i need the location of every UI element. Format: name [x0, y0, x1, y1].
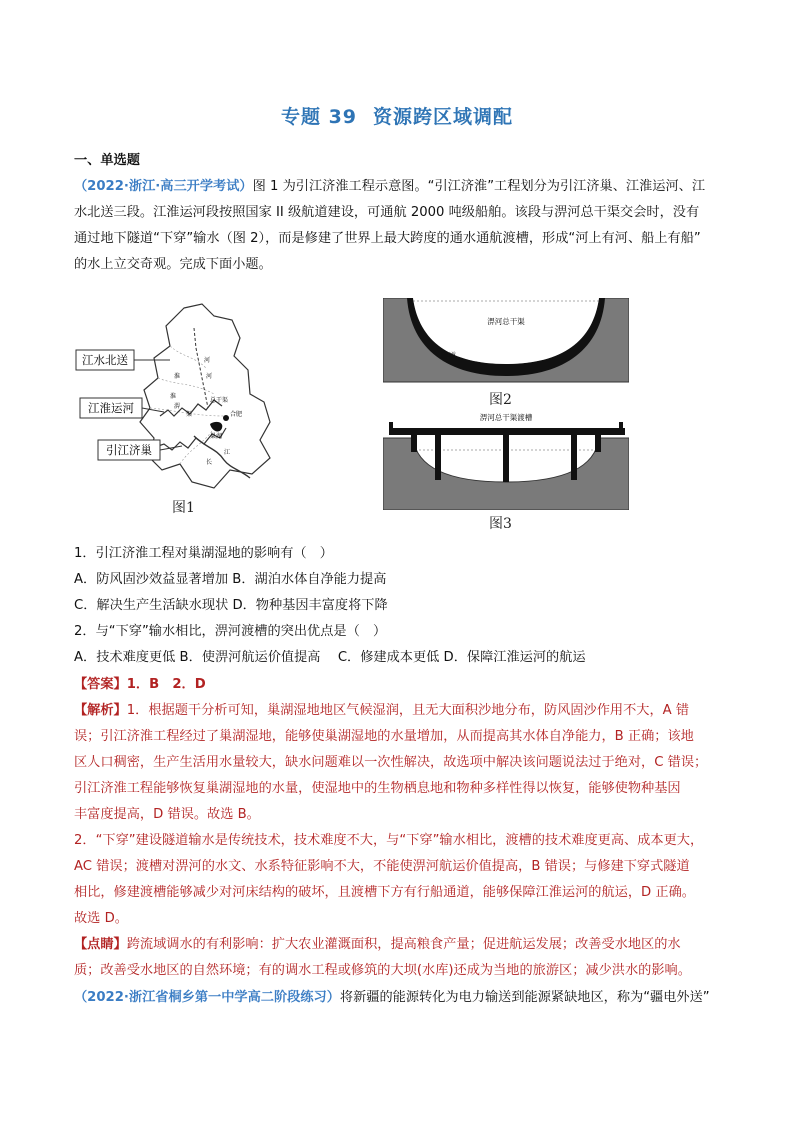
figure-1-caption: 图1	[172, 500, 195, 516]
map-label-pi: 淠	[174, 403, 181, 410]
title-prefix: 专题 39	[280, 106, 358, 128]
question-source: （2022·浙江·高三开学考试）	[74, 179, 253, 194]
q1-intro-line1	[74, 177, 738, 197]
question-1-options-cd: C．解决生产生活缺水现状 D．物种基因丰富度将下降	[74, 598, 388, 613]
analysis-text: 1．根据题干分析可知，巢湖湿地地区气候湿润，且无大面积沙地分布，防风固沙作用不大，A 错	[126, 703, 690, 718]
highlight-text: 跨流域调水的有利影响：扩大农业灌溉面积，提高粮食产量；促进航运发展；改善受水地区的水	[126, 937, 681, 952]
analysis-line-6: 2．“下穿”建设隧道输水是传统技术，技术难度不大，与“下穿”输水相比，渡槽的技术难度更高、成本更大，	[74, 833, 704, 848]
question-2-stem: 2．与“下穿”输水相比，淠河渡槽的突出优点是（ ）	[74, 624, 387, 639]
analysis-line-3: 区人口稠密，生产生活用水量较大，缺水问题难以一次性解决，故选项中解决该问题说法过于绝对，C 错误；	[74, 755, 708, 770]
fig1-label-1: 江水北送	[82, 353, 128, 367]
q1-intro-line4: 的水上立交奇观。完成下面小题。	[74, 257, 272, 272]
figure-3-caption: 图3	[489, 516, 512, 532]
map-label-jiang: 江	[224, 449, 231, 456]
section-heading: 一、单选题	[74, 153, 140, 168]
figure-1-map	[74, 298, 284, 503]
analysis-line-7: AC 错误；渡槽对淠河的水文、水系特征影响不大，不能使淠河航运价值提高，B 错误；与修建下穿式隧道	[74, 859, 690, 874]
answer-tag: 【答案】	[74, 677, 127, 692]
analysis-line-5: 丰富度提高，D 错误。故选 B。	[74, 807, 260, 822]
map-label-zongganqu: 总干渠	[210, 397, 229, 404]
highlight-line-2: 质；改善受水地区的自然环境；有的调水工程或修筑的大坝(水库)还成为当地的旅游区；减少洪水的影响。	[74, 963, 691, 978]
highlight-tag: 【点睛】	[74, 937, 127, 952]
question-1-options-ab: A．防风固沙效益显著增加 B．湖泊水体自净能力提高	[74, 572, 387, 587]
map-label-huai: 淮	[174, 373, 181, 380]
answer-line	[74, 675, 738, 695]
q1-intro-line3: 通过地下隧道“下穿”输水（图 2），而是修建了世界上最大跨度的通水通航渡槽，形成“河上有河、船上有船”	[74, 231, 701, 246]
next-question-text: 将新疆的能源转化为电力输送到能源紧缺地区，称为“疆电外送”	[339, 990, 710, 1005]
analysis-tag: 【解析】	[74, 703, 127, 718]
title-text: 资源跨区域调配	[373, 106, 514, 128]
map-label-he: 河	[204, 357, 211, 364]
analysis-line-2: 误；引江济淮工程经过了巢湖湿地，能够使巢湖湿地的水量增加，从而提高其水体自净能力，B 正确；该地	[74, 729, 694, 744]
map-label-qu: 渠	[186, 411, 193, 418]
figure-2-tunnel	[383, 298, 629, 386]
fig2-label-canal: 淠河总干渠	[487, 317, 525, 326]
fig3-label-aqueduct: 淠河总干渠渡槽	[479, 413, 533, 422]
q1-intro-line2: 水北送三段。江淮运河段按照国家 II 级航道建设，可通航 2000 吨级船舶。该段与淠河总干渠交会时，没有	[74, 205, 700, 220]
map-label-huai-2: 淮	[170, 393, 177, 400]
fig2-label-tunnel: 隧道	[441, 351, 456, 360]
question-2-options: A．技术难度更低 B．使淠河航运价值提高 C．修建成本更低 D．保障江淮运河的航运	[74, 650, 586, 665]
map-label-chang: 长	[206, 459, 213, 466]
analysis-line-4: 引江济淮工程能够恢复巢湖湿地的水量，使湿地中的生物栖息地和物种多样性得以恢复，能够使物种基因	[74, 781, 681, 796]
figure-2-caption: 图2	[489, 392, 512, 408]
highlight-line-1	[74, 935, 738, 955]
analysis-line-9: 故选 D。	[74, 911, 128, 926]
analysis-line-1	[74, 701, 738, 721]
map-label-hefei: 合肥	[230, 411, 243, 418]
fig1-label-3: 引江济巢	[106, 443, 152, 457]
next-question-source: （2022·浙江省桐乡第一中学高二阶段练习）	[74, 990, 340, 1005]
fig1-label-2: 江淮运河	[88, 401, 134, 415]
page-title	[0, 102, 794, 129]
answer-text: 1．B 2．D	[126, 677, 206, 692]
figure-3-aqueduct	[383, 410, 629, 510]
analysis-line-8: 相比，修建渡槽能够减少对河床结构的破坏，且渡槽下方有行船通道，能够保障江淮运河的航运，D 正确。	[74, 885, 695, 900]
map-label-he-2: 河	[206, 373, 213, 380]
question-1-stem: 1．引江济淮工程对巢湖湿地的影响有（ ）	[74, 546, 333, 561]
map-label-chaohu: 巢湖	[210, 433, 223, 440]
next-question-intro	[74, 988, 738, 1008]
intro-text: 图 1 为引江济淮工程示意图。“引江济淮”工程划分为引江济巢、江淮运河、江	[252, 179, 706, 194]
